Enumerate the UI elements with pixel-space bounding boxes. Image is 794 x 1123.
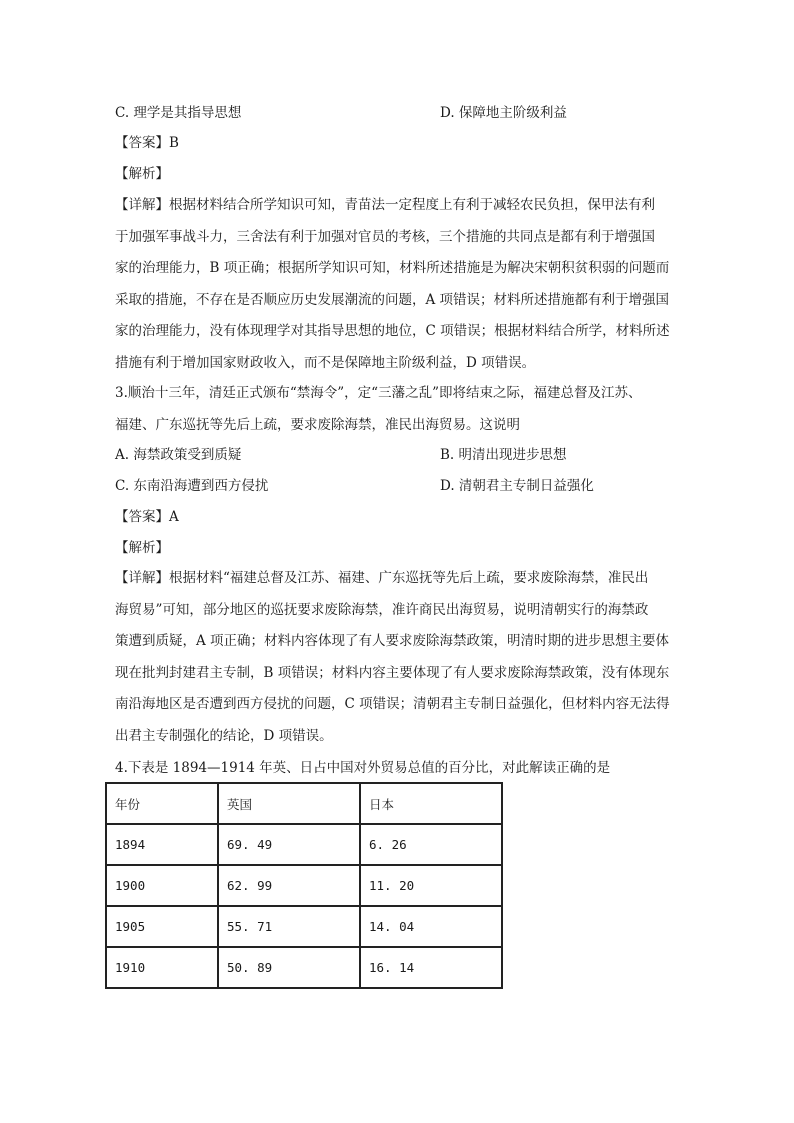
table-row: [106, 906, 502, 947]
table-row: [106, 947, 502, 988]
table-header-cell: 年份: [106, 783, 218, 824]
q3-detail-line: 海贸易”可知，部分地区的巡抚要求废除海禁，准许商民出海贸易，说明清朝实行的海禁政: [115, 601, 649, 618]
q2-detail-line: 家的治理能力，B 项正确；根据所学知识可知，材料所述措施是为解决宋朝积贫积弱的问题而: [115, 260, 670, 276]
q3-analysis-label: 【解析】: [115, 540, 169, 556]
table-header-row: [106, 783, 502, 824]
table-cell: 69. 49: [218, 824, 360, 865]
q2-detail-line: 【详解】根据材料结合所学知识可知，青苗法一定程度上有利于减轻农民负担，保甲法有利: [115, 197, 655, 213]
trade-share-table: [105, 782, 503, 989]
table-cell: 14. 04: [360, 906, 502, 947]
q2-option-c: C. 理学是其指导思想: [115, 105, 242, 121]
q4-stem: 4.下表是 1894—1914 年英、日占中国对外贸易总值的百分比，对此解读正确的是: [115, 760, 611, 776]
q3-option-c: C. 东南沿海遭到西方侵扰: [115, 478, 269, 494]
q3-stem-line: 福建、广东巡抚等先后上疏，要求废除海禁，准民出海贸易。这说明: [115, 416, 520, 433]
q2-detail: [115, 190, 685, 379]
table-cell: 16. 14: [360, 947, 502, 988]
q2-detail-line: 于加强军事战斗力，三舍法有利于加强对官员的考核，三个措施的共同点是都有利于增强国: [115, 228, 655, 245]
q3-detail: [115, 563, 685, 752]
table-cell: 1894: [106, 824, 218, 865]
table-header-cell: 英国: [218, 783, 360, 824]
q2-analysis-label: 【解析】: [115, 166, 169, 182]
q3-stem: [115, 378, 685, 441]
table-header-cell: 日本: [360, 783, 502, 824]
q2-detail-line: 采取的措施，不存在是否顺应历史发展潮流的问题，A 项错误；材料所述措施都有利于增强国: [115, 291, 670, 308]
q3-option-b: B. 明清出现进步思想: [440, 447, 567, 463]
q3-detail-line: 现在批判封建君主专制，B 项错误；材料内容主要体现了有人要求废除海禁政策，没有体现东: [115, 664, 670, 681]
q3-option-a: A. 海禁政策受到质疑: [115, 447, 242, 463]
table-cell: 1900: [106, 865, 218, 906]
table-cell: 55. 71: [218, 906, 360, 947]
table-row: [106, 824, 502, 865]
table-cell: 62. 99: [218, 865, 360, 906]
q3-stem-line: 3.顺治十三年，清廷正式颁布“禁海令”，定“三藩之乱”即将结束之际，福建总督及江苏、: [115, 385, 642, 401]
q3-detail-line: 【详解】根据材料“福建总督及江苏、福建、广东巡抚等先后上疏，要求废除海禁，准民出: [115, 570, 649, 586]
table-cell: 50. 89: [218, 947, 360, 988]
q2-detail-line: 措施有利于增加国家财政收入，而不是保障地主阶级利益，D 项错误。: [115, 354, 536, 371]
table-row: [106, 865, 502, 906]
q3-detail-line: 策遭到质疑，A 项正确；材料内容体现了有人要求废除海禁政策，明清时期的进步思想主要体: [115, 633, 670, 649]
q2-answer: 【答案】B: [115, 135, 179, 151]
q3-detail-line: 出君主专制强化的结论，D 项错误。: [115, 727, 333, 744]
q3-detail-line: 南沿海地区是否遭到西方侵扰的问题，C 项错误；清朝君主专制日益强化，但材料内容无法得: [115, 696, 670, 712]
q2-option-d: D. 保障地主阶级利益: [440, 105, 567, 121]
table-cell: 6. 26: [360, 824, 502, 865]
q3-answer: 【答案】A: [115, 509, 179, 525]
table-cell: 11. 20: [360, 865, 502, 906]
q2-detail-line: 家的治理能力，没有体现理学对其指导思想的地位，C 项错误；根据材料结合所学，材料所述: [115, 323, 670, 339]
table-cell: 1905: [106, 906, 218, 947]
table-cell: 1910: [106, 947, 218, 988]
q3-option-d: D. 清朝君主专制日益强化: [440, 478, 594, 494]
